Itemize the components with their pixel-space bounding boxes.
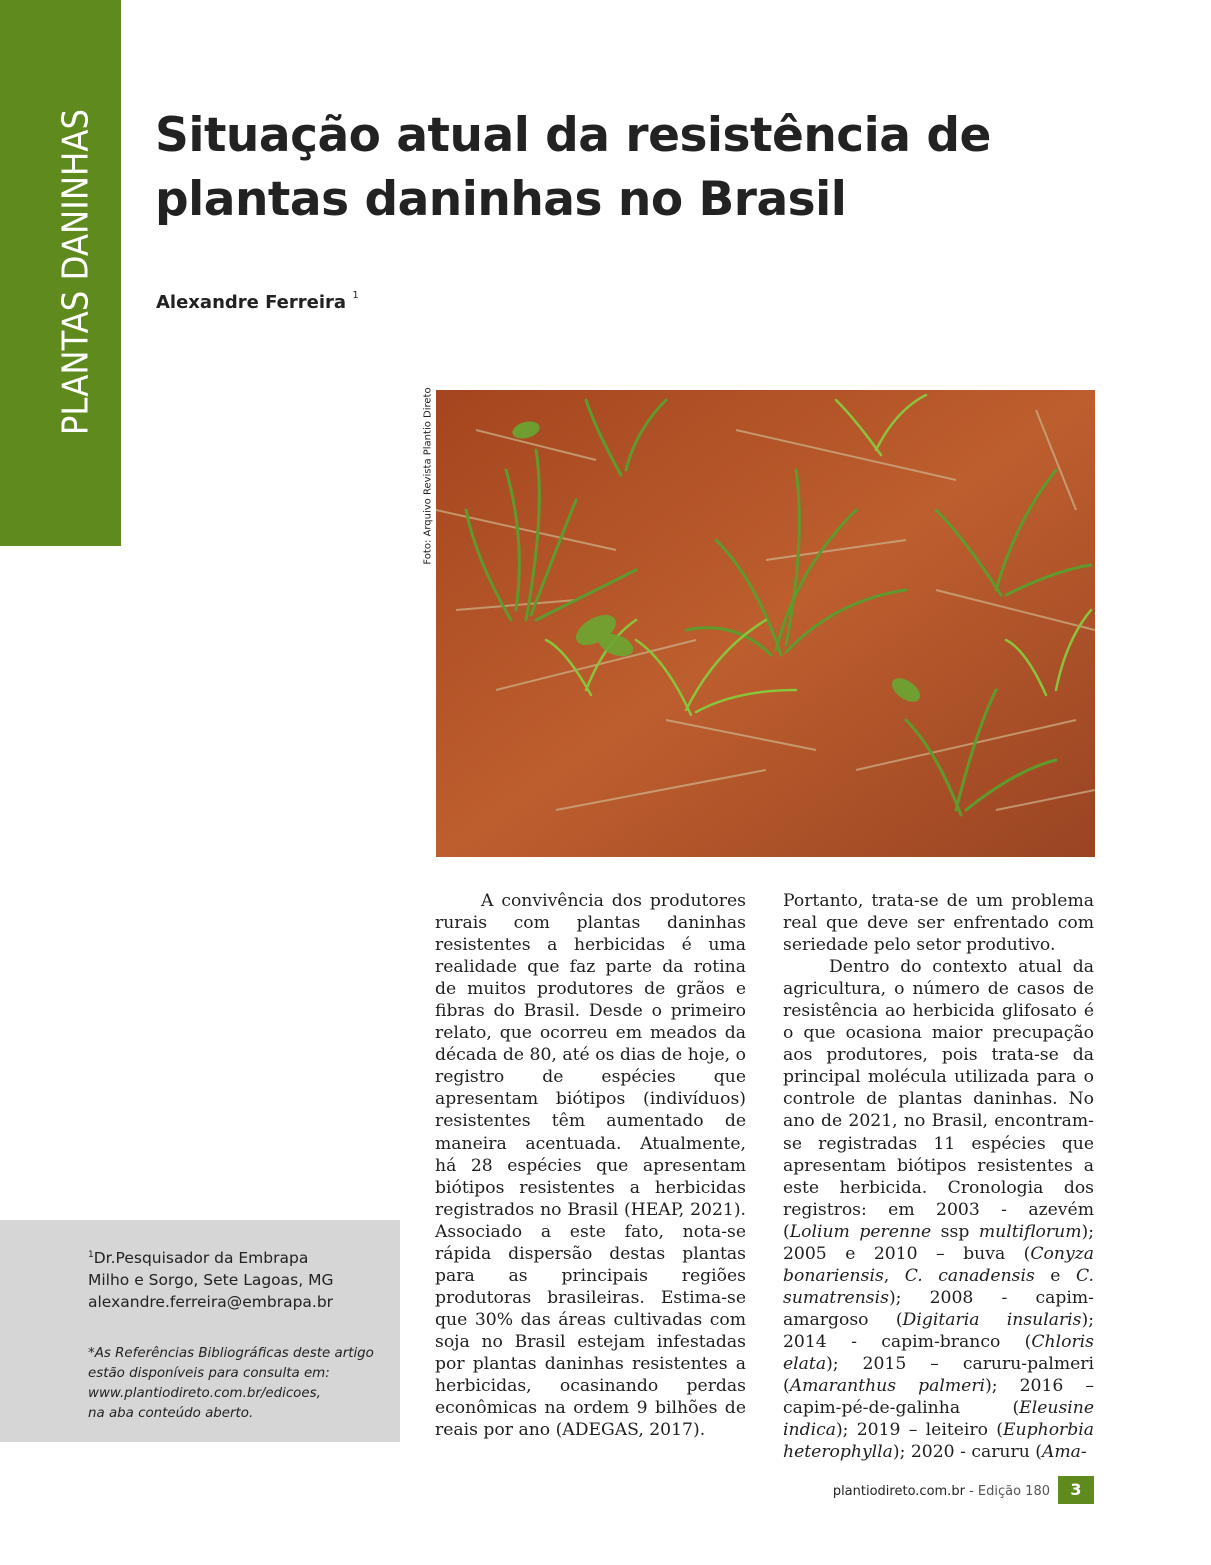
footer-site: plantiodireto.com.br: [832, 1484, 965, 1499]
references-note: [88, 1344, 388, 1424]
footer-edition: Edição 180: [977, 1484, 1050, 1499]
section-band: [0, 0, 121, 546]
affiliation-line-1: Dr.Pesquisador da Embrapa: [93, 1249, 309, 1268]
author-footnote-marker: 1: [352, 290, 359, 301]
affiliation-line-2: Milho e Sorgo, Sete Lagoas, MG: [88, 1271, 334, 1290]
body-paragraph-1-continued: Portanto, trata-se de um problema real que deve ser enfrentado com seriedade pelo setor produtivo.: [783, 891, 1094, 956]
affiliation-marker: 1: [88, 1250, 94, 1260]
page-number-badge: 3: [1058, 1476, 1094, 1504]
body-paragraph-1: A convivência dos produtores rurais com plantas daninhas resistentes a herbicidas é uma realidade que faz parte da rotina de muitos produtores de grãos e fibras do Brasil. Desde o primeiro relato, que ocorreu em meados da década de 80, até os dias de hoje, o registro de espécies que apresentam biótipos (indivíduos) resistentes têm aumentado de maneira acentuada. Atualmente, há 28 espécies que apresentam biótipos resistentes a herbicidas registrados no Brasil (HEAP, 2021). Associado a este fato, nota-se rápida dispersão destas plantas para as principais regiões produtoras brasileiras. Estima-se que 30% das áreas cultivadas com soja no Brasil estejam infestadas por plantas daninhas resistentes a herbicidas, ocasinando perdas econômicas na ordem 9 bilhões de reais por ano (ADEGAS, 2017).: [435, 891, 746, 1441]
author-sidebar: [0, 1220, 400, 1442]
references-note-line-3: www.plantiodireto.com.br/edicoes,: [88, 1386, 321, 1401]
author-affiliation: [88, 1244, 388, 1313]
references-note-line-4: na aba conteúdo aberto.: [88, 1406, 254, 1421]
author-line: [156, 292, 359, 313]
body-column-2: [783, 890, 1094, 1463]
weed-field-photo-image: [436, 390, 1095, 857]
body-paragraph-2: Dentro do contexto atual da agricultura, o número de casos de resistência ao herbicida glifosato é o que ocasiona maior precupação aos produtores, pois trata-se da principal molécula utilizada para o controle de plantas daninhas. No ano de 2021, no Brasil, encontram-se registradas 11 espécies que apresentam biótipos resistentes a este herbicida. Cronologia dos registros: em 2003 - azevém (Lolium perenne ssp multiflorum); 2005 e 2010 – buva (Conyza bonariensis, C. canadensis e C. sumatrensis); 2008 - capim-amargoso (Digitaria insularis); 2014 - capim-branco (Chloris elata); 2015 – caruru-palmeri (Amaranthus palmeri); 2016 – capim-pé-de-galinha (Eleusine indica); 2019 – leiteiro (Euphorbia heterophylla); 2020 - caruru (Ama-: [783, 957, 1094, 1463]
section-label: PLANTAS DANINHAS: [55, 108, 97, 436]
weed-field-photo: [436, 390, 1095, 857]
body-column-1: [435, 890, 746, 1441]
references-note-line-1: *As Referências Bibliográficas deste artigo: [88, 1346, 374, 1361]
page-footer: [833, 1484, 1050, 1499]
author-email: alexandre.ferreira@embrapa.br: [88, 1293, 334, 1312]
photo-credit: Foto: Arquivo Revista Plantio Direto: [422, 387, 434, 565]
footer-separator: -: [969, 1484, 974, 1499]
author-name: Alexandre Ferreira: [156, 292, 347, 313]
article-title: Situação atual da resistência de plantas daninhas no Brasil: [155, 108, 991, 227]
references-note-line-2: estão disponíveis para consulta em:: [88, 1366, 330, 1381]
